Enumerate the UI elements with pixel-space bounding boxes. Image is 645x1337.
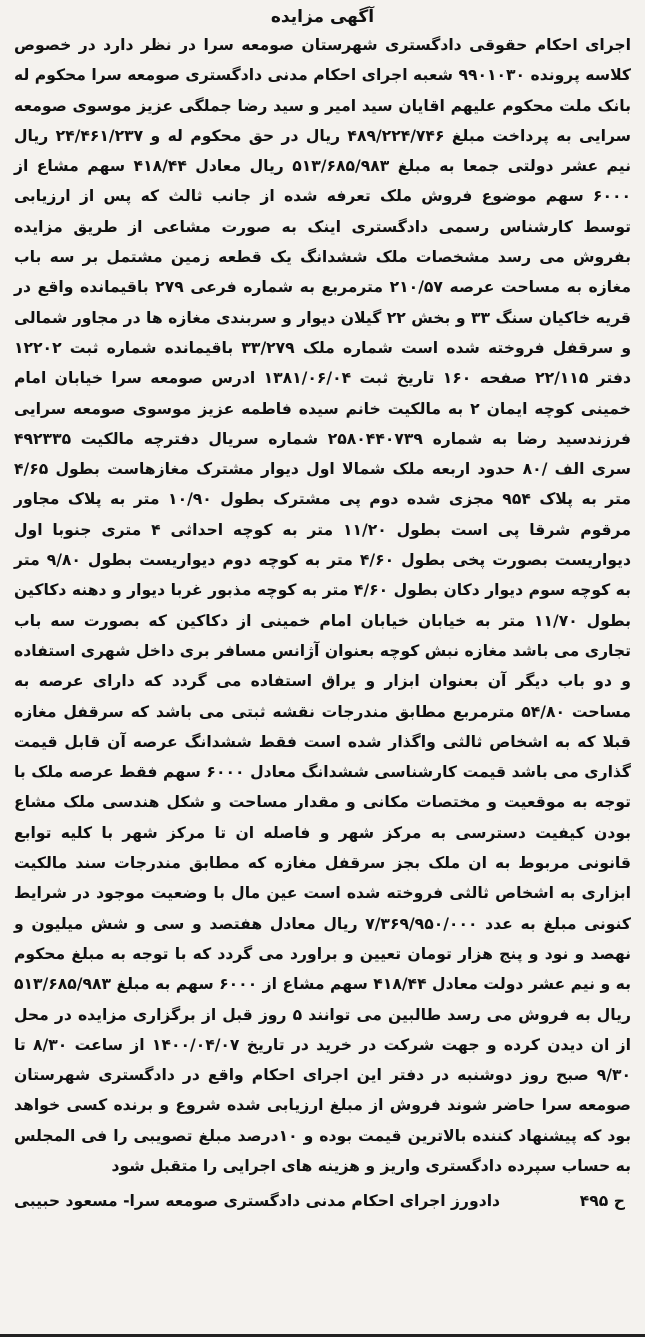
- notice-title: آگهی مزایده: [270, 7, 375, 27]
- notice-body: اجرای احکام حقوقی دادگستری شهرستان صومعه سرا در نظر دارد در خصوص کلاسه پرونده ۹۹۰۱۰۳۰ شعبه اجرای احکام مدنی دادگستری صومعه سرا محکوم له بانک ملت محکوم علیهم اقایان سید امیر و سید رضا جملگی عزیز موسوی صومعه سرایی به پرداخت مبلغ ۴۸۹/۲۲۴/۷۴۶ ریال در حق محکوم له و ۲۴/۴۶۱/۲۳۷ ریال نیم عشر دولتی جمعا به مبلغ ۵۱۳/۶۸۵/۹۸۳ ریال معادل ۴۱۸/۴۴ سهم مشاع از ۶۰۰۰ سهم موضوع فروش ملک تعرفه شده از جانب ثالث که پس از ارزیابی توسط کارشناس رسمی دادگستری اینک به صورت مشاعی از طریق مزایده بفروش می رسد مشخصات ملک ششدانگ یک قطعه زمین مشتمل بر سه باب مغازه به مساحت عرصه ۲۱۰/۵۷ مترمربع به شماره فرعی ۲۷۹ باقیمانده واقع در قریه خاکیان سنگ ۳۳ و بخش ۲۲ گیلان دیوار و سربندی مغازه ها در مجاور شمالی و سرقفل فروخته شده است شماره ملک ۳۳/۲۷۹ باقیمانده شماره ثبت ۱۲۲۰۲ دفتر ۲۲/۱۱۵ صفحه ۱۶۰ تاریخ ثبت ۱۳۸۱/۰۶/۰۴ ادرس صومعه سرا خیابان امام خمینی کوچه ایمان ۲ به مالکیت خانم سیده فاطمه عزیز موسوی صومعه سرایی فرزندسید رضا به شماره ۲۵۸۰۴۴۰۷۳۹ شماره سریال دفترچه مالکیت ۴۹۲۳۳۵ سری الف /۸۰ حدود اربعه ملک شمالا اول دیوار مشترک مغازهاست بطول ۴/۶۵ متر به پلاک ۹۵۴ مجزی شده دوم پی مشترک بطول ۱۰/۹۰ متر به پلاک مجاور مرقوم شرقا پی است بطول ۱۱/۲۰ متر به کوچه احداثی ۴ متری جنوبا اول دیواریست بصورت پخی بطول ۴/۶۰ متر به کوچه دوم دیواریست بطول ۹/۸۰ متر به کوچه سوم دیوار دکان بطول ۴/۶۰ متر به کوچه مذبور غربا دیوار و دهنه دکاکین بطول ۱۱/۷۰ متر به خیابان خیابان امام خمینی از دکاکین که بصورت سه باب تجاری می باشد مغازه نبش کوچه بعنوان آژانس مسافر بری داخل شهری استفاده و دو باب دیگر آن بعنوان ابزار و یراق استفاده می گردد که دارای عرصه به مساحت ۵۴/۸۰ مترمربع مطابق مندرجات نقشه ثبتی می باشد که سرقفل مغازه قبلا که به اشخاص ثالثی واگذار شده است فقط ششدانگ عرصه آن قابل قیمت گذاری می باشد قیمت کارشناسی ششدانگ معادل ۶۰۰۰ سهم فقط عرصه ملک با توجه به موقعیت و مختصات مکانی و مقدار مساحت و شکل هندسی ملک مشاع بودن کیفیت دسترسی به مرکز شهر و فاصله ان تا مرکز شهر با کلیه توابع قانونی مربوط به ان ملک بجز سرقفل مغازه که مطابق مندرجات سند مالکیت ابزاری به اشخاص ثالثی فروخته شده است عین مال با وضعیت موجود در شرایط کنونی مبلغ به عدد ۷/۳۶۹/۹۵۰/۰۰۰ ریال معادل هفتصد و سی و شش میلیون و نهصد و نود و پنج هزار تومان تعیین و براورد می گردد که با توجه به مبلغ محکوم به و نیم عشر دولت معادل ۴۱۸/۴۴ سهم مشاع از ۶۰۰۰ سهم به مبلغ ۵۱۳/۶۸۵/۹۸۳ ریال به فروش می رسد طالبین می توانند ۵ روز قبل از برگزاری مزایده در محل از ان دیدن کرده و جهت شرکت در خرید در تاریخ ۱۴۰۰/۰۴/۰۷ از ساعت ۸/۳۰ تا ۹/۳۰ صبح روز دوشنبه در دفتر این اجرای احکام واقع در دادگستری شهرستان صومعه سرا حاضر شوند فروش از مبلغ ارزیابی شده شروع و برنده کسی خواهد بود که پیشنهاد کننده بالاترین قیمت بوده و ۱۰درصد مبلغ تصویبی را فی المجلس به حساب سپرده دادگستری واریز و هزینه های اجرایی را متقبل شود: [14, 36, 632, 1175]
- footer-signature: دادورز اجرای احکام مدنی دادگستری صومعه سرا- مسعود حبیبی: [14, 1192, 501, 1211]
- notice-footer: [14, 1189, 631, 1213]
- footer-code: ح ۴۹۵: [579, 1192, 625, 1211]
